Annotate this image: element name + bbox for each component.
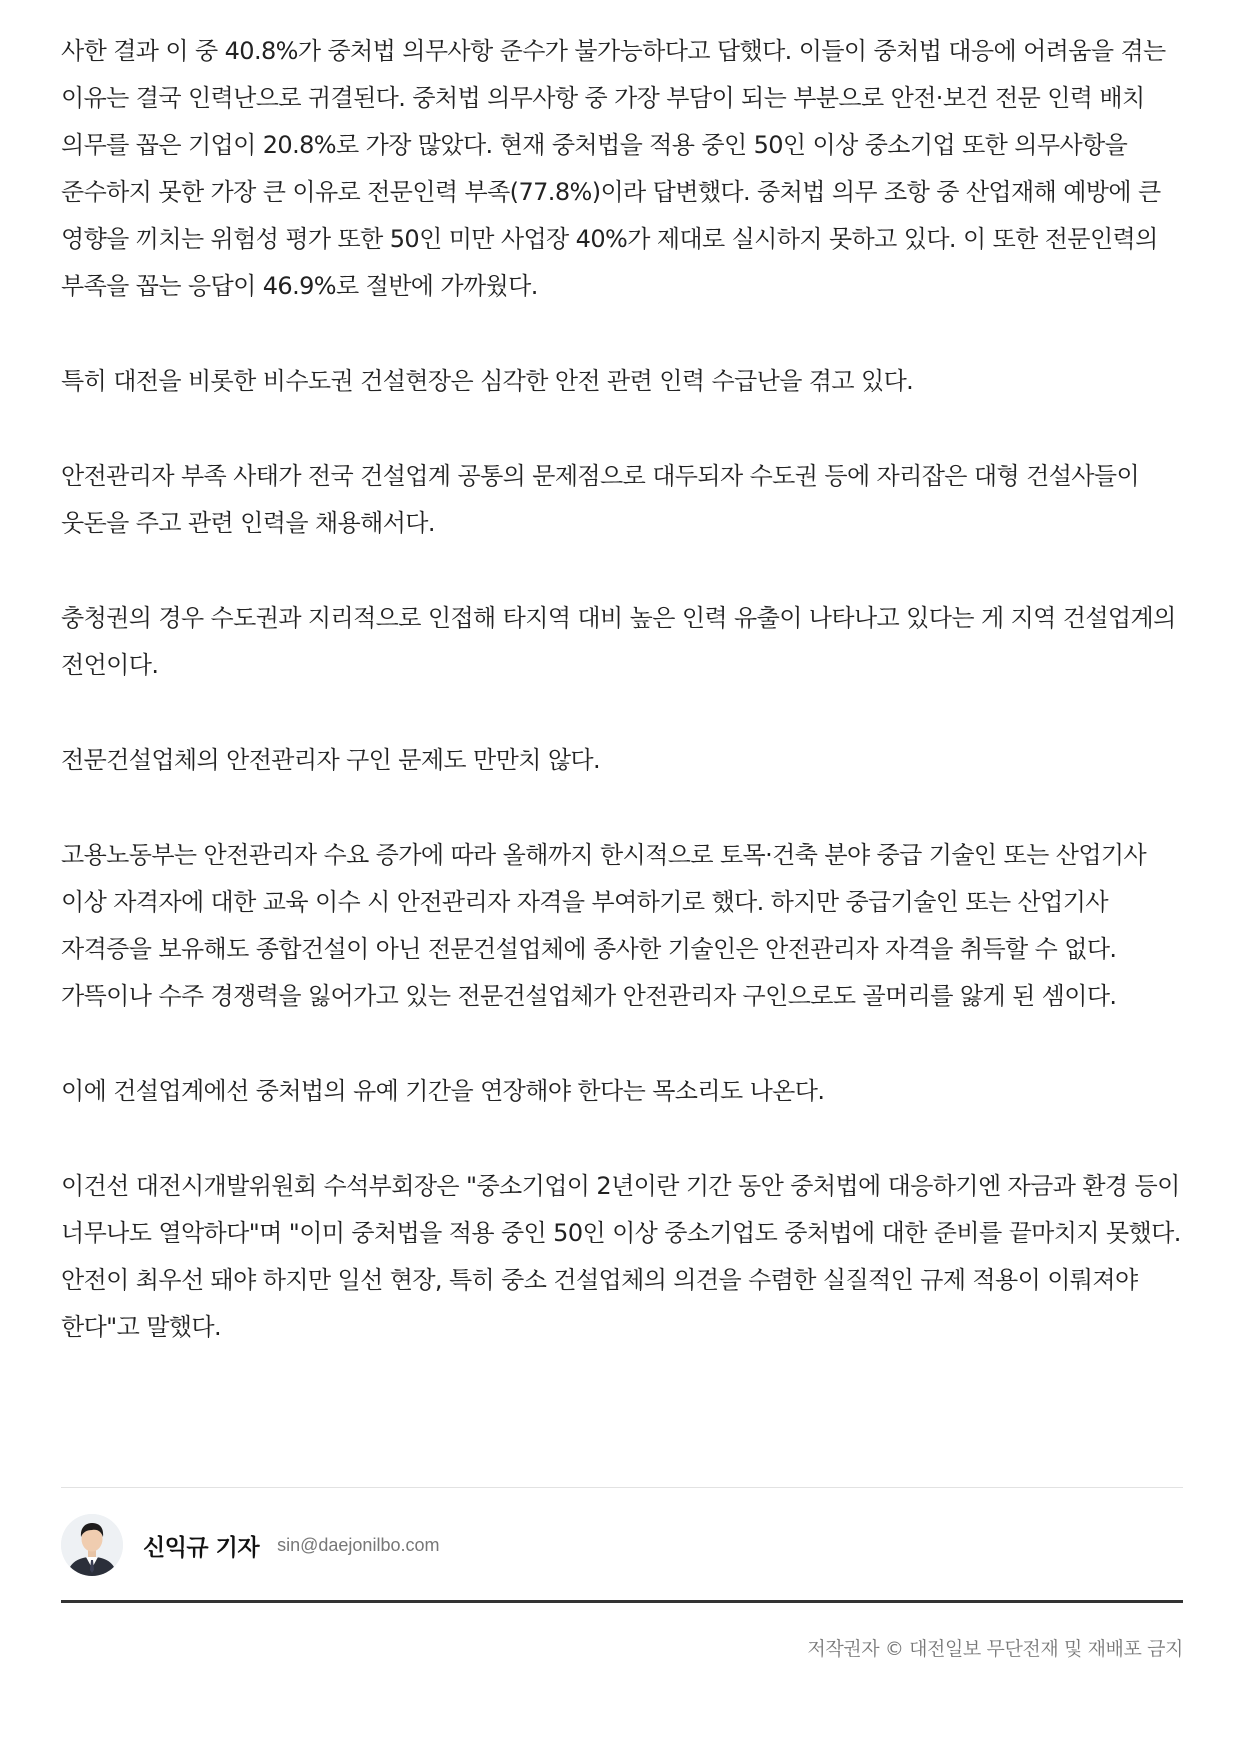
- article-paragraph: 안전관리자 부족 사태가 전국 건설업계 공통의 문제점으로 대두되자 수도권 등에 자리잡은 대형 건설사들이 웃돈을 주고 관련 인력을 채용해서다.: [61, 462, 1140, 537]
- article-paragraph: 특히 대전을 비롯한 비수도권 건설현장은 심각한 안전 관련 인력 수급난을 겪고 있다.: [61, 367, 914, 395]
- article-paragraph: 이건선 대전시개발위원회 수석부회장은 "중소기업이 2년이란 기간 동안 중처법에 대응하기엔 자금과 환경 등이 너무나도 열악하다"며 "이미 중처법을 적용 중인 50인 이상 중소기업도 중처법에 대한 준비를 끝마치지 못했다. 안전이 최우선 돼야 하지만 일선 현장, 특히 중소 건설업체의 의견을 수렴한 실질적인 규제 적용이 이뤄져야 한다"고 말했다.: [61, 1172, 1181, 1341]
- article-end-divider: [61, 1600, 1183, 1603]
- article-paragraph: 충청권의 경우 수도권과 지리적으로 인접해 타지역 대비 높은 인력 유출이 나타나고 있다는 게 지역 건설업계의 전언이다.: [61, 604, 1176, 679]
- article-paragraph: 이에 건설업계에선 중처법의 유예 기간을 연장해야 한다는 목소리도 나온다.: [61, 1077, 825, 1105]
- article-body: [61, 28, 1183, 1351]
- byline-divider: [61, 1487, 1183, 1488]
- reporter-email[interactable]: sin@daejonilbo.com: [277, 1534, 440, 1555]
- article-paragraph: 고용노동부는 안전관리자 수요 증가에 따라 올해까지 한시적으로 토목·건축 분야 중급 기술인 또는 산업기사 이상 자격자에 대한 교육 이수 시 안전관리자 자격을 부여하기로 했다. 하지만 중급기술인 또는 산업기사 자격증을 보유해도 종합건설이 아닌 전문건설업체에 종사한 기술인은 안전관리자 자격을 취득할 수 없다. 가뜩이나 수주 경쟁력을 잃어가고 있는 전문건설업체가 안전관리자 구인으로도 골머리를 앓게 된 셈이다.: [61, 841, 1147, 1010]
- article-paragraph: 전문건설업체의 안전관리자 구인 문제도 만만치 않다.: [61, 746, 601, 774]
- article-paragraph: 사한 결과 이 중 40.8%가 중처법 의무사항 준수가 불가능하다고 답했다. 이들이 중처법 대응에 어려움을 겪는 이유는 결국 인력난으로 귀결된다. 중처법 의무사항 중 가장 부담이 되는 부분으로 안전·보건 전문 인력 배치 의무를 꼽은 기업이 20.8%로 가장 많았다. 현재 중처법을 적용 중인 50인 이상 중소기업 또한 의무사항을 준수하지 못한 가장 큰 이유로 전문인력 부족(77.8%)이라 답변했다. 중처법 의무 조항 중 산업재해 예방에 큰 영향을 끼치는 위험성 평가 또한 50인 미만 사업장 40%가 제대로 실시하지 못하고 있다. 이 또한 전문인력의 부족을 꼽는 응답이 46.9%로 절반에 가까웠다.: [61, 37, 1166, 300]
- reporter-avatar[interactable]: [61, 1514, 123, 1576]
- reporter-byline: [61, 1513, 1183, 1577]
- copyright-notice: 저작권자 © 대전일보 무단전재 및 재배포 금지: [807, 1638, 1183, 1660]
- reporter-name[interactable]: 신익규 기자: [143, 1534, 260, 1561]
- reporter-avatar-icon: [61, 1514, 123, 1576]
